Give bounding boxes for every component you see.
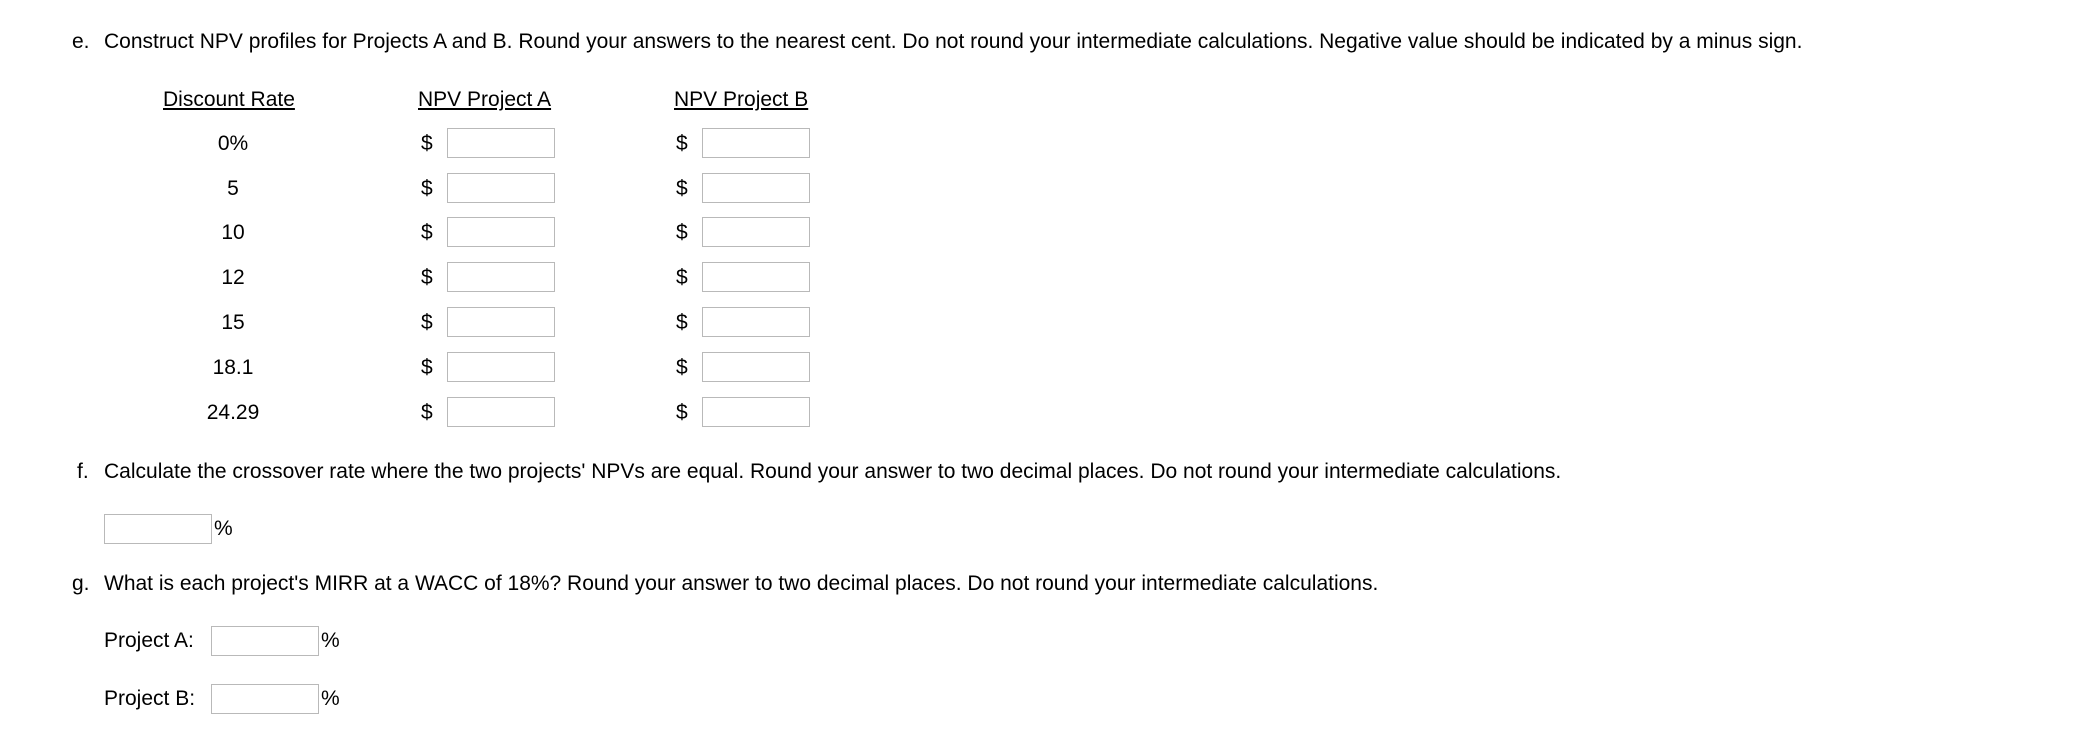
- npv-b-dollar-sign: $: [676, 401, 688, 424]
- mirr-project-b-input[interactable]: [211, 684, 319, 714]
- npv-b-dollar-sign: $: [676, 221, 688, 244]
- mirr-project-a-percent-sign: %: [321, 629, 340, 652]
- npv-project-b-input[interactable]: [702, 217, 810, 247]
- question-f-letter: f.: [77, 460, 89, 483]
- npv-project-a-input[interactable]: [447, 262, 555, 292]
- npv-project-a-input[interactable]: [447, 217, 555, 247]
- discount-rate-value: 24.29: [206, 401, 260, 424]
- header-npv-project-a: NPV Project A: [418, 88, 552, 111]
- question-g-letter: g.: [72, 572, 90, 595]
- npv-project-a-input[interactable]: [447, 128, 555, 158]
- discount-rate-value: 12: [221, 266, 245, 289]
- header-discount-rate: Discount Rate: [163, 88, 295, 111]
- npv-a-dollar-sign: $: [421, 311, 433, 334]
- npv-project-b-input[interactable]: [702, 128, 810, 158]
- question-f-text: Calculate the crossover rate where the two projects' NPVs are equal. Round your answer to two decimal places. Do not round your intermediate calculations.: [104, 460, 1562, 483]
- npv-project-b-input[interactable]: [702, 262, 810, 292]
- header-npv-project-b: NPV Project B: [674, 88, 809, 111]
- mirr-project-a-input[interactable]: [211, 626, 319, 656]
- npv-b-dollar-sign: $: [676, 266, 688, 289]
- discount-rate-value: 0%: [217, 132, 249, 155]
- discount-rate-value: 10: [221, 221, 245, 244]
- discount-rate-value: 18.1: [212, 356, 254, 379]
- discount-rate-value: 5: [227, 177, 239, 200]
- question-e-text: Construct NPV profiles for Projects A and B. Round your answers to the nearest cent. Do not round your intermediate calculations. Negative value should be indicated by a minus sign.: [104, 30, 1803, 53]
- discount-rate-value: 15: [221, 311, 245, 334]
- npv-b-dollar-sign: $: [676, 356, 688, 379]
- npv-project-a-input[interactable]: [447, 173, 555, 203]
- npv-project-b-input[interactable]: [702, 397, 810, 427]
- npv-a-dollar-sign: $: [421, 266, 433, 289]
- mirr-project-b-label: Project B:: [104, 687, 196, 710]
- npv-b-dollar-sign: $: [676, 132, 688, 155]
- npv-project-b-input[interactable]: [702, 173, 810, 203]
- npv-project-a-input[interactable]: [447, 352, 555, 382]
- npv-project-a-input[interactable]: [447, 307, 555, 337]
- npv-a-dollar-sign: $: [421, 221, 433, 244]
- npv-b-dollar-sign: $: [676, 177, 688, 200]
- mirr-project-a-label: Project A:: [104, 629, 194, 652]
- question-g-text: What is each project's MIRR at a WACC of 18%? Round your answer to two decimal places. Do not round your intermediate calculations.: [104, 572, 1379, 595]
- npv-a-dollar-sign: $: [421, 132, 433, 155]
- crossover-rate-percent-sign: %: [214, 517, 233, 540]
- npv-a-dollar-sign: $: [421, 401, 433, 424]
- question-e-letter: e.: [72, 30, 90, 53]
- npv-a-dollar-sign: $: [421, 177, 433, 200]
- npv-a-dollar-sign: $: [421, 356, 433, 379]
- mirr-project-b-percent-sign: %: [321, 687, 340, 710]
- npv-project-a-input[interactable]: [447, 397, 555, 427]
- npv-b-dollar-sign: $: [676, 311, 688, 334]
- npv-project-b-input[interactable]: [702, 352, 810, 382]
- npv-project-b-input[interactable]: [702, 307, 810, 337]
- crossover-rate-input[interactable]: [104, 514, 212, 544]
